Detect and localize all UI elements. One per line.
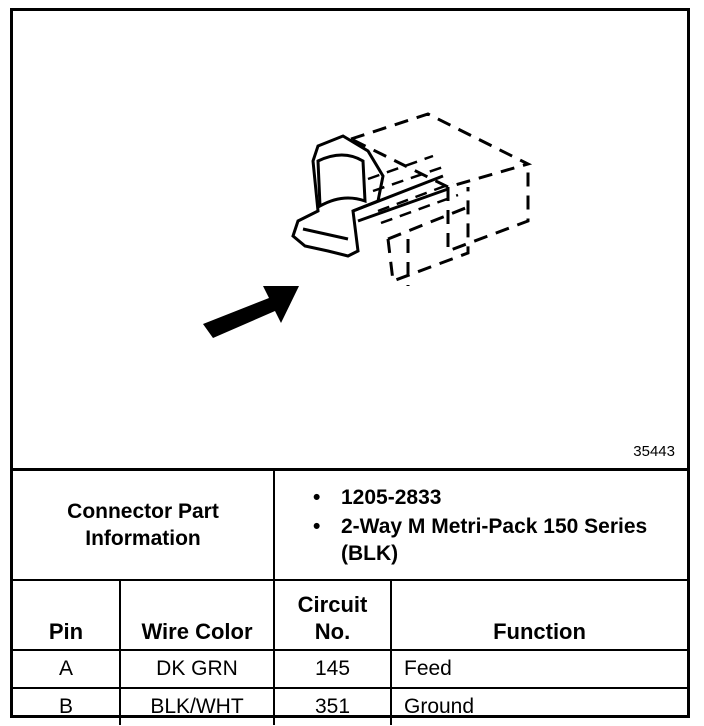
header-circuit-line1: Circuit xyxy=(297,592,368,617)
pin-cell: B xyxy=(13,688,120,725)
header-function: Function xyxy=(391,580,687,650)
connector-part-label-line1: Connector Part xyxy=(67,500,219,523)
header-pin: Pin xyxy=(13,580,120,650)
connector-part-info xyxy=(274,471,687,580)
connector-frame xyxy=(10,8,690,718)
connector-series: • 2-Way M Metri-Pack 150 Series (BLK) xyxy=(313,513,687,567)
table-row xyxy=(13,650,687,688)
figure-number: 35443 xyxy=(633,443,675,460)
pin-cell: A xyxy=(13,650,120,688)
wire-color-cell: BLK/WHT xyxy=(120,688,274,725)
connector-part-label xyxy=(13,471,274,580)
part-number: • 1205-2833 xyxy=(313,484,687,511)
header-wire-color: Wire Color xyxy=(120,580,274,650)
terminal xyxy=(293,136,448,256)
connector-drawing xyxy=(13,11,687,468)
wire-color-cell: DK GRN xyxy=(120,650,274,688)
table-row xyxy=(13,688,687,725)
circuit-cell: 145 xyxy=(274,650,391,688)
header-circuit xyxy=(274,580,391,650)
connector-part-label-line2: Information xyxy=(85,527,201,550)
insertion-arrow-icon xyxy=(203,286,299,338)
circuit-cell: 351 xyxy=(274,688,391,725)
function-cell: Feed xyxy=(391,650,687,688)
connector-table xyxy=(13,471,687,725)
header-circuit-line2: No. xyxy=(314,619,351,644)
connector-illustration xyxy=(13,11,687,471)
function-cell: Ground xyxy=(391,688,687,725)
